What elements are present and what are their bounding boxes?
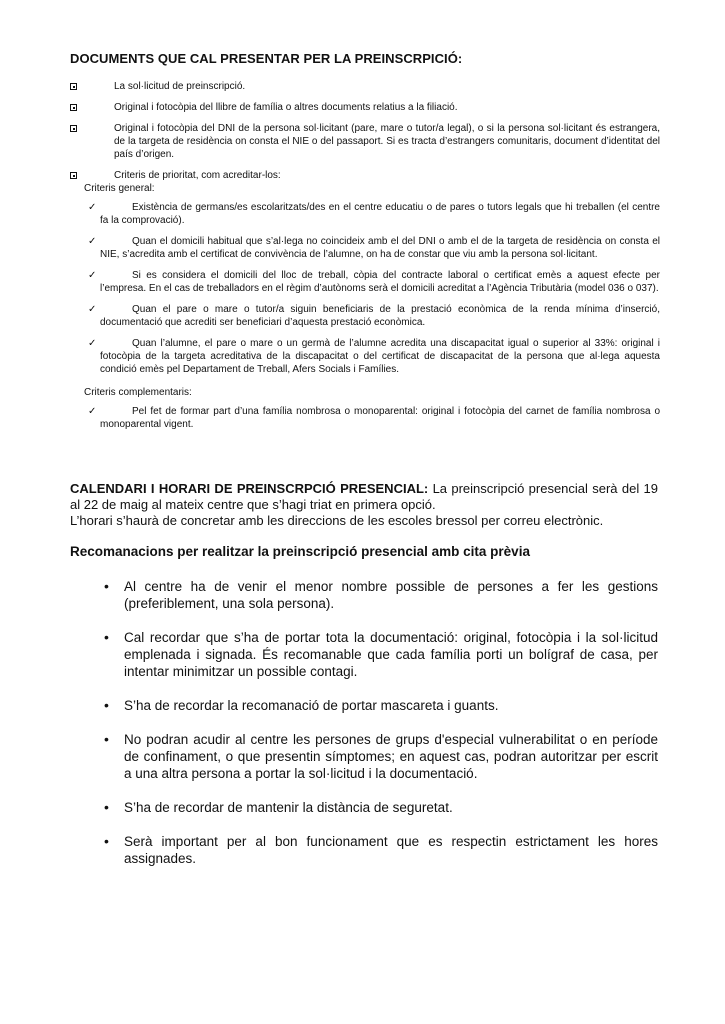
general-criteria-label: Criteris general: — [84, 183, 155, 194]
list-item: ✓ Quan l’alumne, el pare o mare o un germà de l’alumne acredita una discapacitat igual o superior al 33%: original i fotocòpia de la targeta acreditativa de la discapacitat o del certificat de discapacitat de la persona que al·lega aquesta condició emès pel Departament de Treball, Afers Socials i Famílies. — [88, 338, 660, 375]
complementary-criteria-list — [70, 405, 660, 431]
list-item: Criteris de prioritat, com acreditar-los: — [70, 169, 660, 182]
checkmark-icon: ✓ — [88, 338, 97, 349]
list-item: ✓ Si es considera el domicili del lloc de treball, còpia del contracte laboral o certificat emès a aquest efecte per l’empresa. En el cas de treballadors en el règim d’autònoms serà el domicili acreditat a l’Agència Tributària (model 036 o 037). — [88, 270, 660, 294]
complementary-criteria-label: Criteris complementaris: — [84, 387, 192, 398]
bullet-dot-icon: • — [104, 731, 109, 747]
list-item: Original i fotocòpia del llibre de família o altres documents relatius a la filiació. — [70, 101, 660, 114]
list-item: • Al centre ha de venir el menor nombre possible de persones a fer les gestions (preferiblement, una sola persona). — [104, 578, 658, 611]
bullet-dot-icon: • — [104, 629, 109, 645]
calendar-schedule-text: L’horari s’haurà de concretar amb les direccions de les escoles bressol per correu electrònic. — [70, 513, 604, 528]
documents-heading: DOCUMENTS QUE CAL PRESENTAR PER LA PREINSCRPICIÓ: — [70, 51, 463, 66]
square-bullet-icon — [70, 104, 77, 111]
square-bullet-icon — [70, 83, 77, 90]
bullet-dot-icon: • — [104, 799, 109, 815]
list-item: • No podran acudir al centre les persones de grups d'especial vulnerabilitat o en període de confinament, o que presentin símptomes; en aquest cas, podran autoritzar per escrit a una altra persona a portar la sol·licitud i la documentació. — [104, 731, 658, 781]
calendar-heading: CALENDARI I HORARI DE PREINSCRPCIÓ PRESENCIAL: — [70, 481, 429, 496]
bullet-dot-icon: • — [104, 833, 109, 849]
list-item: • S’ha de recordar la recomanació de portar mascareta i guants. — [104, 697, 499, 713]
list-item: • S’ha de recordar de mantenir la distància de seguretat. — [104, 799, 453, 815]
checkmark-icon: ✓ — [88, 202, 97, 213]
list-item: ✓ Quan el pare o mare o tutor/a siguin beneficiaris de la prestació econòmica de la renda mínima d’inserció, documentació que acrediti ser beneficiari d’aquesta prestació econòmica. — [88, 304, 660, 328]
list-item: Original i fotocòpia del DNI de la persona sol·licitant (pare, mare o tutor/a legal), o si la persona sol·licitant és estrangera, de la targeta de residència on consta el NIE o del passaport. Si es tracta d’estrangers comunitaris, document d’identitat del país d’origen. — [70, 122, 660, 161]
documents-list — [70, 80, 660, 439]
recommendations-heading: Recomanacions per realitzar la preinscripció presencial amb cita prèvia — [70, 544, 530, 559]
checkmark-icon: ✓ — [88, 304, 97, 315]
checkmark-icon: ✓ — [88, 406, 97, 417]
list-item: • Cal recordar que s’ha de portar tota la documentació: original, fotocòpia i la sol·licitud emplenada i signada. És recomanable que cada família porti un bolígraf de casa, per intentar minimitzar un possible contagi. — [104, 629, 658, 679]
list-item: ✓ Existència de germans/es escolaritzats/des en el centre educatiu o de pares o tutors legals que hi treballen (el centre fa la comprovació). — [88, 202, 660, 226]
bullet-dot-icon: • — [104, 697, 109, 713]
calendar-section — [70, 481, 658, 529]
list-item: La sol·licitud de preinscripció. — [70, 80, 660, 93]
calendar-text: La preinscripció presencial serà del 19 al 22 de maig al mateix centre que s’hagi triat en primera opció. — [70, 481, 658, 512]
list-item: ✓ Pel fet de formar part d’una família nombrosa o monoparental: original i fotocòpia del carnet de família nombrosa o monoparental vigent. — [88, 406, 660, 430]
recommendations-list — [70, 578, 658, 884]
square-bullet-icon — [70, 125, 77, 132]
bullet-dot-icon: • — [104, 578, 109, 594]
checkmark-icon: ✓ — [88, 236, 97, 247]
square-bullet-icon — [70, 172, 77, 179]
list-item: ✓ Quan el domicili habitual que s’al·lega no coincideix amb el del DNI o amb el de la targeta de residència on consta el NIE, s’acredita amb el certificat de convivència de l’alumne, on ha de constar que viu amb la persona sol·licitant. — [88, 236, 660, 260]
general-criteria-list — [70, 201, 660, 376]
checkmark-icon: ✓ — [88, 270, 97, 281]
list-item: • Serà important per al bon funcionament que es respectin estrictament les hores assignades. — [104, 833, 658, 866]
